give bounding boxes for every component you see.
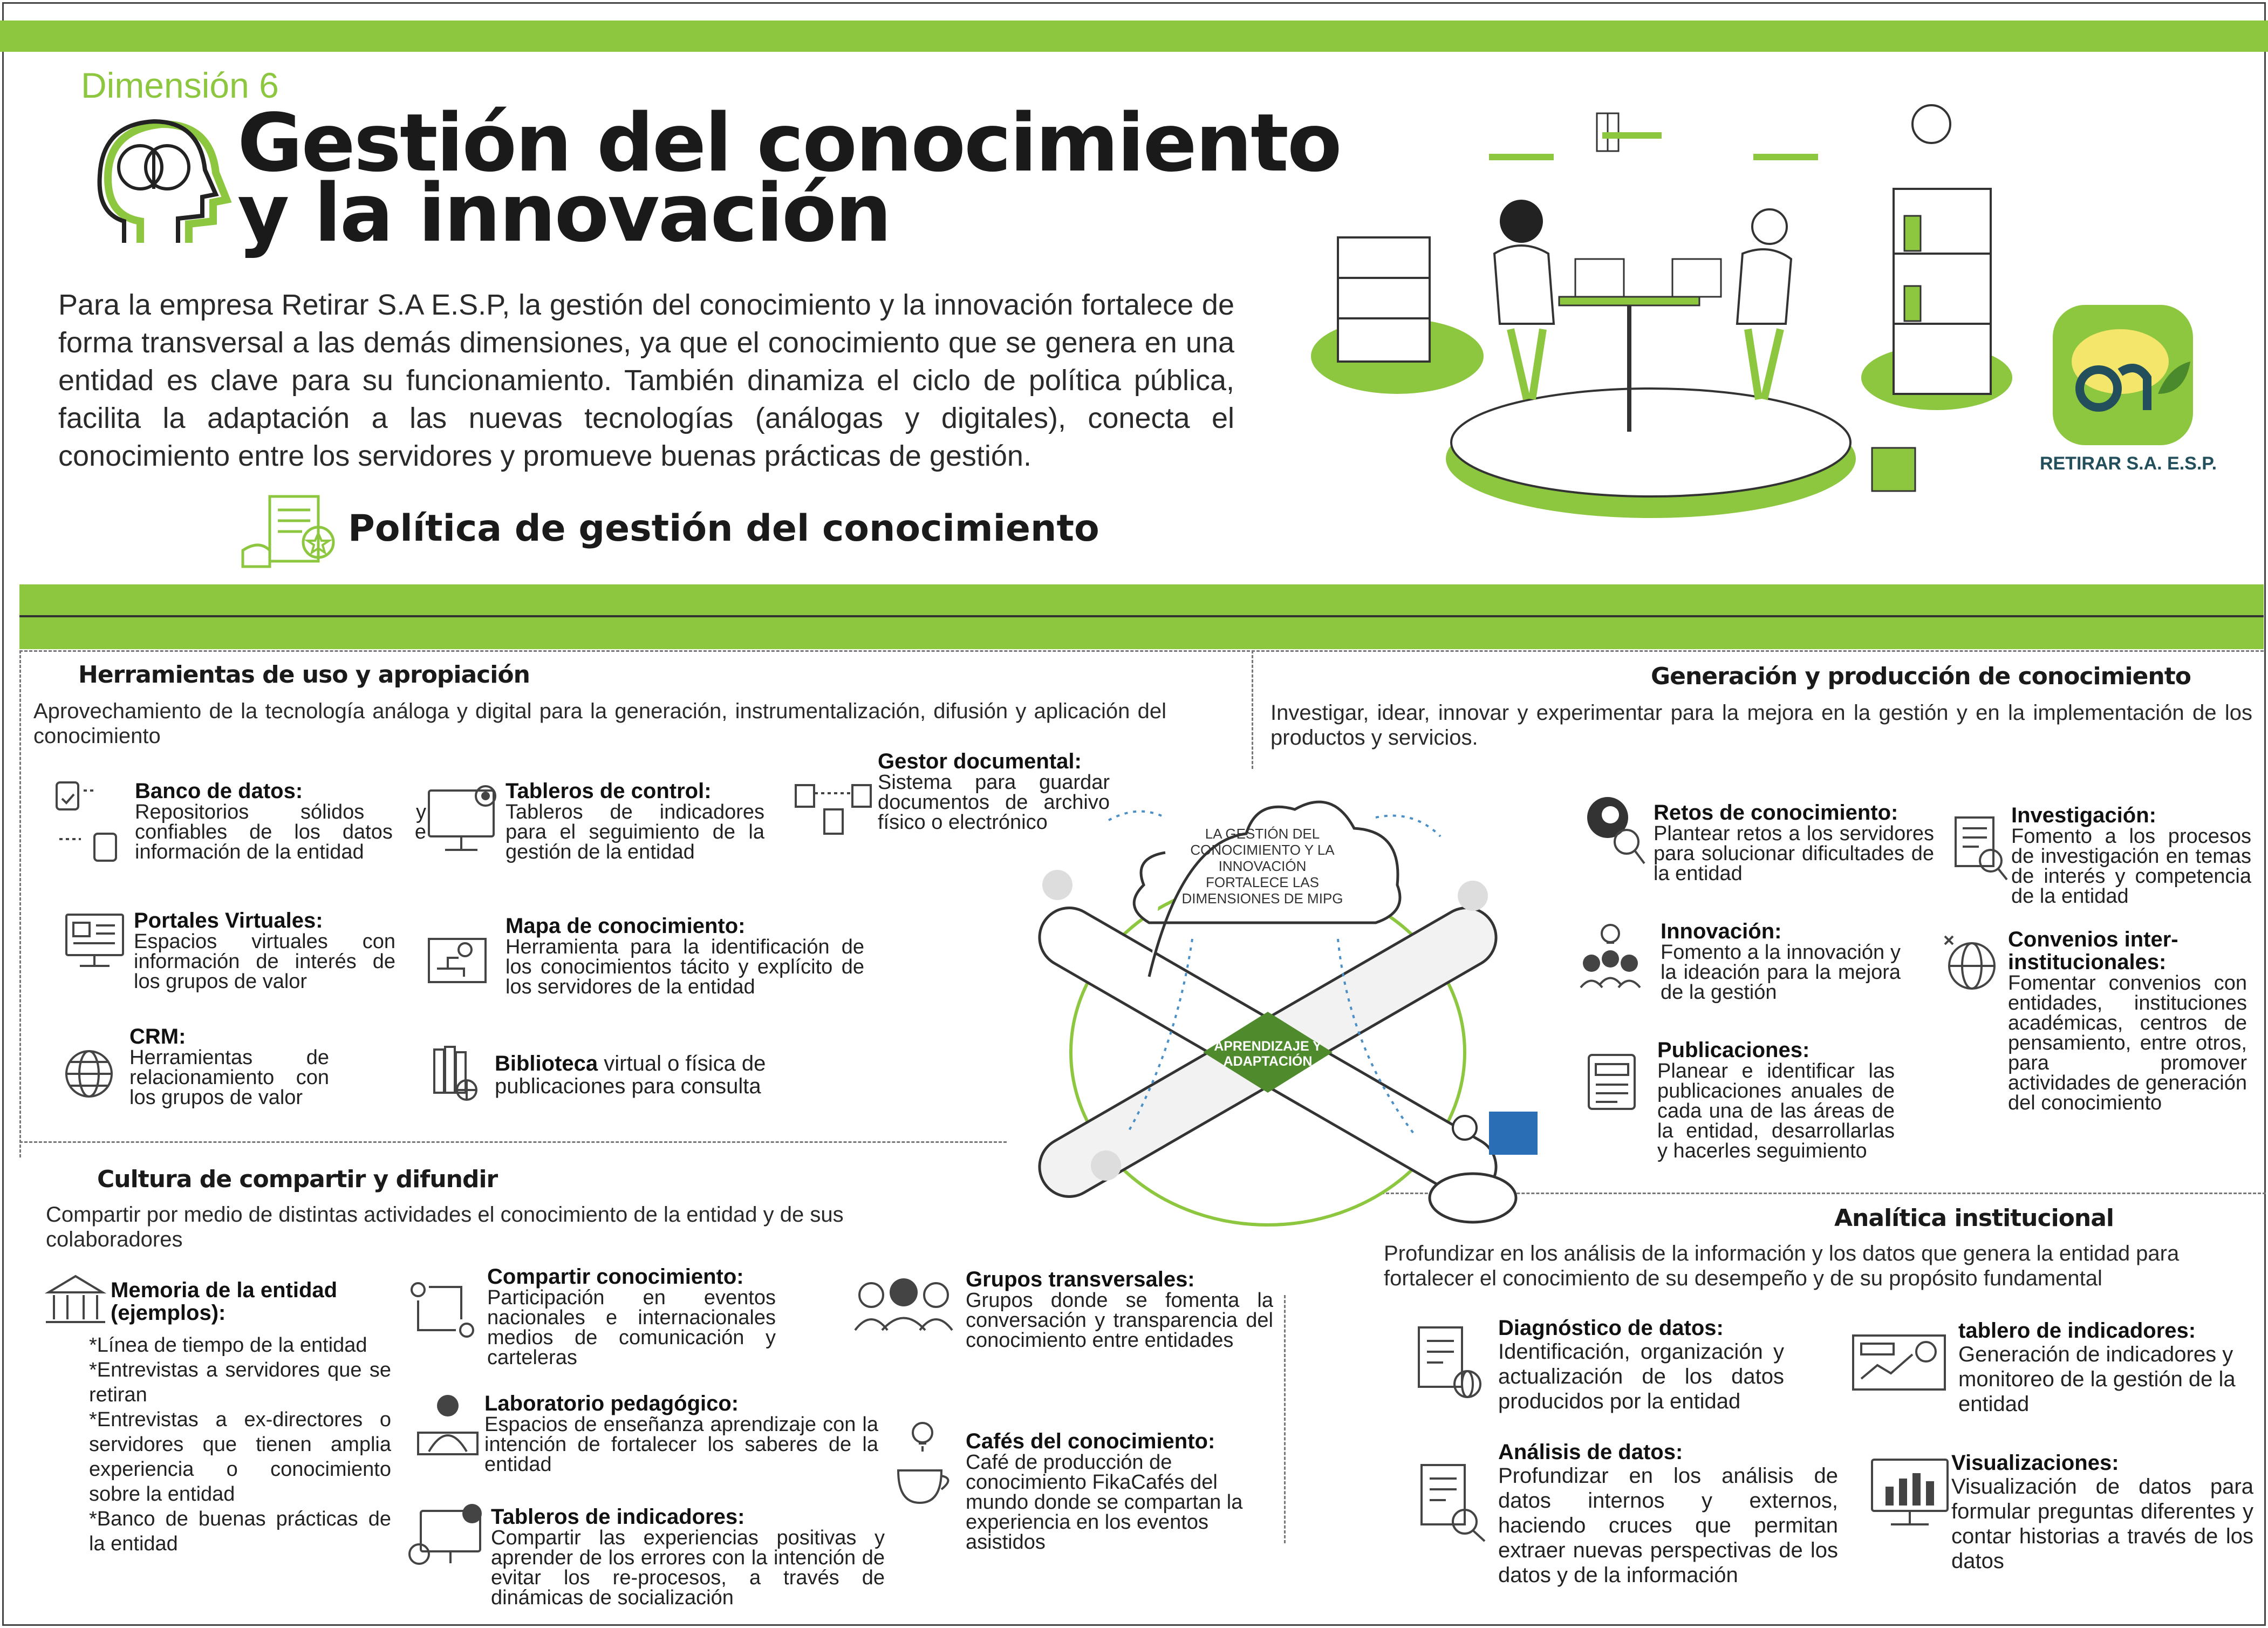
item-heading: Laboratorio pedagógico: [484, 1392, 739, 1415]
document-manager-icon [793, 777, 874, 842]
lab-teacher-icon [415, 1392, 480, 1457]
portales-virtuales-item [134, 909, 395, 992]
list-item: *Línea de tiempo de la entidad [89, 1334, 367, 1357]
item-text: Espacios de enseñanza aprendizaje con la intención de fortalecer los saberes de la entidad [484, 1413, 878, 1476]
item-text: Plantear retos a los servidores para solucionar dificultades de la entidad [1654, 822, 1934, 885]
list-item: *Banco de buenas prácticas de la entidad [89, 1508, 391, 1555]
title-line-1: Gestión del conocimiento [237, 97, 1341, 189]
left-border [19, 650, 21, 1157]
item-heading: Retos de conocimiento: [1654, 801, 1898, 825]
item-text: Fomento a la innovación y la ideación para la mejora de la gestión [1661, 941, 1901, 1004]
publications-icon [1586, 1052, 1640, 1112]
monitor-dashboard-icon [426, 785, 507, 855]
top-right-divider [1252, 650, 2264, 652]
museum-icon [43, 1273, 108, 1327]
item-heading: Compartir conocimiento: [487, 1265, 744, 1289]
item-text: Fomentar convenios con entidades, instituciones académicas, centros de pensamiento, entre otros, para promover actividades de generación del conocimiento [2008, 972, 2247, 1114]
policy-title: Política de gestión del conocimiento [348, 507, 1099, 550]
item-text: Herramienta para la identificación de los conocimientos tácito y explícito de los servidores de la entidad [505, 936, 864, 998]
biblioteca-item [495, 1052, 818, 1098]
cloud-text: LA GESTIÓN DEL CONOCIMIENTO Y LA INNOVACIÓN FORTALECE LAS DIMENSIONES DE MIPG [1181, 826, 1343, 907]
tableros-indicadores-item [491, 1506, 885, 1608]
left-mid-divider [19, 1141, 1007, 1143]
tablero-indicadores-item [1958, 1319, 2250, 1416]
item-text: Participación en eventos nacionales e internacionales medios de comunicación y carteleras [487, 1286, 776, 1369]
crm-item [129, 1025, 329, 1108]
herramientas-desc: Aprovechamiento de la tecnología análoga y digital para la generación, instrumentalización, difusión y aplicación del conocimiento [33, 699, 1166, 748]
item-text: Planear e identificar las publicaciones anuales de cada una de las áreas de la entidad, desarrollarlas y hacerles seguimiento [1657, 1060, 1895, 1162]
generacion-desc: Investigar, idear, innovar y experimentar para la mejora en la gestión y en la implementación de los productos y servicios. [1270, 701, 2252, 750]
list-item: *Entrevistas a servidores que se retiran [89, 1359, 391, 1406]
compartir-item [487, 1265, 776, 1368]
retirar-logo [2050, 302, 2196, 448]
item-text: Visualización de datos para formular preguntas diferentes y contar historias a través de los datos [1951, 1475, 2253, 1573]
analitica-desc: Profundizar en los análisis de la información y los datos que genera la entidad para fortalecer el conocimiento de su desempeño y de su propósito fundamental [1384, 1242, 2180, 1290]
top-left-divider [19, 650, 1255, 652]
coffee-cup-icon [893, 1416, 958, 1508]
item-heading: Gestor documental: [878, 750, 1082, 773]
groups-icon [852, 1273, 955, 1333]
cultura-title: Cultura de compartir y difundir [97, 1166, 498, 1193]
dimension-label: Dimensión 6 [81, 65, 279, 105]
item-text: Identificación, organización y actualización de los datos producidos por la entidad [1498, 1340, 1784, 1413]
tableros-control-item [505, 780, 764, 862]
item-heading: Mapa de conocimiento: [505, 914, 746, 938]
grupos-transversales-item [966, 1268, 1273, 1351]
top-center-divider [1252, 650, 1253, 769]
visualization-monitor-icon [1869, 1457, 1950, 1532]
visualizaciones-item [1951, 1452, 2253, 1573]
item-text: Grupos donde se fomenta la conversación y transparencia del conocimiento entre entidades [966, 1289, 1273, 1352]
item-heading: tablero de indicadores: [1958, 1319, 2196, 1343]
policy-document-icon [237, 491, 345, 572]
cultura-desc: Compartir por medio de distintas actividades el conocimiento de la entidad y de sus colaboradores [46, 1203, 844, 1251]
analisis-item [1498, 1441, 1838, 1588]
library-books-icon [432, 1044, 480, 1104]
item-heading: Grupos transversales: [966, 1268, 1195, 1291]
item-heading: Biblioteca [495, 1052, 598, 1075]
convenios-item [2008, 928, 2247, 1113]
logo-text: RETIRAR S.A. E.S.P. [2039, 453, 2217, 474]
analitica-title: Analítica institucional [1834, 1204, 2114, 1232]
memoria-list [89, 1333, 391, 1556]
memoria-heading: Memoria de la entidad (ejemplos): [111, 1278, 338, 1325]
share-knowledge-icon [407, 1279, 477, 1344]
intro-paragraph: Para la empresa Retirar S.A E.S.P, la gestión del conocimiento y la innovación fortalece de forma transversal a las demás dimensiones, ya que el conocimiento que se genera en una entidad es clave para su funcionamiento. También dinamiza el ciclo de política pública, facilita la adaptación a las nuevas tecnologías (análogas y digitales), conecta el conocimiento entre los servidores y promueve buenas prácticas de gestión. [58, 289, 1234, 472]
innovacion-item [1661, 920, 1901, 1003]
item-text: Tableros de indicadores para el seguimiento de la gestión de la entidad [505, 801, 764, 863]
banco-datos-item [135, 780, 426, 862]
data-diagnosis-icon [1416, 1325, 1486, 1406]
cultura-right-divider [1284, 1295, 1286, 1543]
item-text: Compartir las experiencias positivas y aprender de los errores con la intención de evitar los re-procesos, a través de dinámicas de socialización [491, 1527, 885, 1609]
web-portal-icon [64, 912, 128, 971]
item-heading: Tableros de indicadores: [491, 1505, 745, 1529]
publicaciones-item [1657, 1039, 1895, 1161]
generacion-title: Generación y producción de conocimiento [1651, 663, 2191, 690]
item-heading: Publicaciones: [1657, 1038, 1810, 1062]
innovation-people-icon [1575, 920, 1645, 990]
item-heading: Análisis de datos: [1498, 1440, 1683, 1464]
item-text: Generación de indicadores y monitoreo de la gestión de la entidad [1958, 1343, 2236, 1416]
item-text: Repositorios sólidos y confiables de los datos e información de la entidad [135, 801, 426, 863]
retos-conocimiento-item [1654, 801, 1934, 884]
database-icon [54, 780, 119, 871]
item-text: Fomento a los procesos de investigación en temas de interés y competencia de la entidad [2011, 825, 2251, 908]
page-title [237, 97, 1341, 260]
head-brain-icon [86, 113, 232, 254]
indicator-board-icon [1850, 1333, 1948, 1392]
investigacion-item [2011, 804, 2251, 907]
team-working-illustration [1295, 97, 2050, 550]
item-text: virtual o física de publicaciones para consulta [495, 1052, 766, 1098]
cafes-item [966, 1430, 1284, 1552]
item-text: Espacios virtuales con información de interés de los grupos de valor [134, 930, 395, 993]
item-text: Sistema para guardar documentos de archivo físico o electrónico [878, 771, 1110, 834]
agreements-globe-icon [1942, 934, 2001, 993]
indicators-monitor-icon [407, 1503, 488, 1568]
item-heading: Tableros de control: [505, 779, 712, 803]
globe-icon [62, 1047, 116, 1101]
diagnostico-item [1498, 1317, 1784, 1414]
data-analysis-icon [1419, 1462, 1489, 1543]
item-heading: Portales Virtuales: [134, 909, 323, 932]
item-text: Herramientas de relacionamiento con los grupos de valor [129, 1046, 329, 1109]
knowledge-map-icon [426, 936, 488, 985]
title-line-2: y la innovación [237, 167, 891, 260]
item-heading: Visualizaciones: [1951, 1451, 2119, 1475]
item-heading: Diagnóstico de datos: [1498, 1316, 1724, 1340]
list-item: *Entrevistas a ex-directores o servidores que tienen amplia experiencia o conocimiento sobre la entidad [89, 1408, 391, 1506]
laboratorio-item [484, 1392, 878, 1475]
memoria-heading-block [111, 1279, 364, 1324]
mapa-conocimiento-item [505, 915, 864, 997]
diamond-text: APRENDIZAJE Y ADAPTACIÓN [1214, 1039, 1322, 1069]
item-text: Profundizar en los análisis de datos internos y externos, haciendo cruces que permitan extraer nuevas perspectivas de los datos y de la información [1498, 1464, 1838, 1587]
item-heading: Investigación: [2011, 803, 2156, 827]
item-heading: Cafés del conocimiento: [966, 1429, 1215, 1453]
middle-line [19, 615, 2264, 617]
head-challenge-icon [1581, 793, 1645, 869]
item-heading: Innovación: [1661, 919, 1782, 943]
item-text: Café de producción de conocimiento FikaCafés del mundo donde se compartan la experiencia en los eventos asistidos [966, 1451, 1243, 1554]
item-heading: Convenios inter-institucionales: [2008, 928, 2178, 974]
item-heading: Banco de datos: [135, 779, 303, 803]
herramientas-title: Herramientas de uso y apropiación [78, 661, 530, 689]
item-heading: CRM: [129, 1025, 186, 1048]
top-green-bar [0, 21, 2268, 52]
research-document-icon [1953, 815, 2012, 885]
